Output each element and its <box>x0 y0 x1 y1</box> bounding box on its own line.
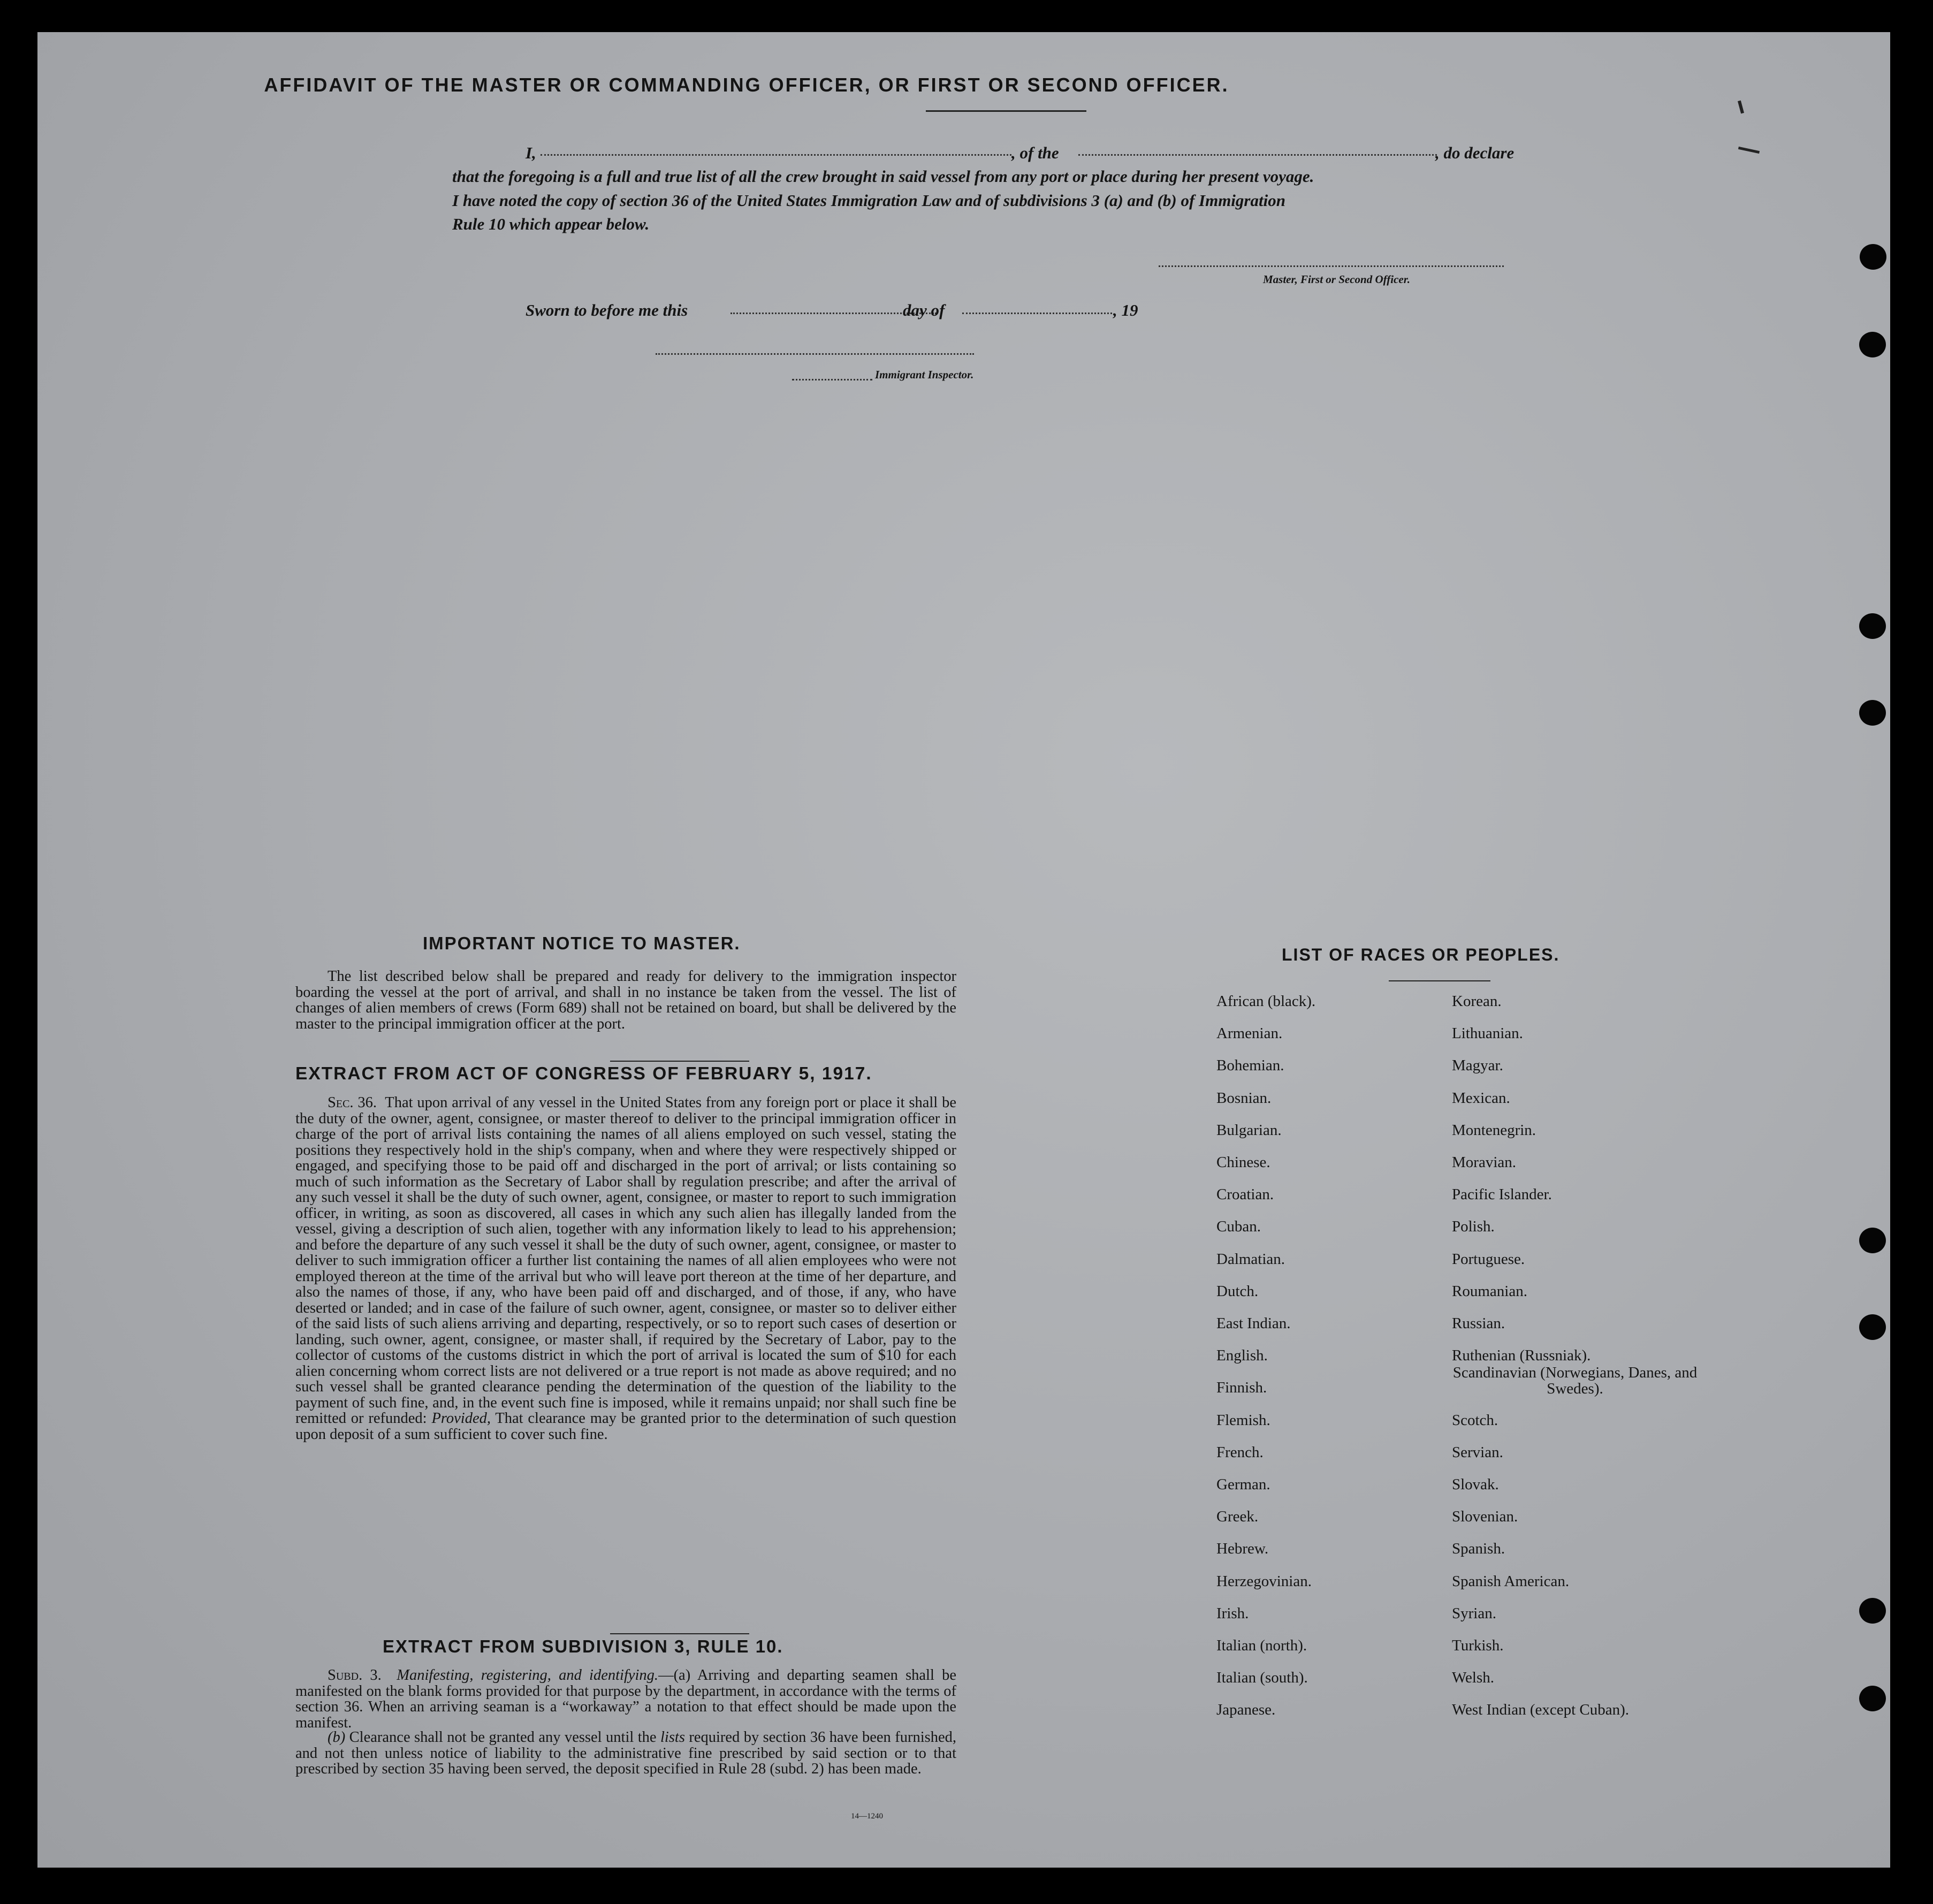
binder-hole <box>1859 332 1886 357</box>
race-item: Turkish. <box>1452 1637 1504 1654</box>
rule-para-b-lists: lists <box>660 1729 685 1746</box>
race-item: Armenian. <box>1216 1025 1283 1042</box>
sworn-prefix: Sworn to before me this <box>526 301 688 319</box>
race-item: East Indian. <box>1216 1315 1291 1332</box>
form-number: 14—1240 <box>851 1812 883 1821</box>
rule-subd-heading: Manifesting, registering, and identifying. <box>397 1667 659 1684</box>
race-item: African (black). <box>1216 993 1316 1010</box>
rule-title: EXTRACT FROM SUBDIVISION 3, RULE 10. <box>383 1636 783 1656</box>
race-item: Cuban. <box>1216 1218 1261 1236</box>
race-item: Italian (south). <box>1216 1669 1308 1687</box>
affidavit-line-3: I have noted the copy of section 36 of the United States Immigration Law and of subdivisions 3 (a) and (b) of Immigration <box>452 191 1285 210</box>
title-underline <box>926 110 1086 112</box>
race-item: Roumanian. <box>1452 1282 1527 1300</box>
rule-para-b-text-2: required by section 36 have been furnished, and not then unless notice of liability to the administrative fine prescribed by said section or to that prescribed by section 35 having been served, the deposit specified in Rule 28 (subd. 2) has been made. <box>295 1729 957 1777</box>
race-item: Flemish. <box>1216 1411 1270 1429</box>
race-item: Scotch. <box>1452 1411 1498 1429</box>
race-item: Welsh. <box>1452 1669 1495 1687</box>
inspector-label: Immigrant Inspector. <box>875 368 974 381</box>
race-item: Lithuanian. <box>1452 1025 1523 1042</box>
race-item: Korean. <box>1452 993 1502 1010</box>
race-item: Portuguese. <box>1452 1250 1525 1268</box>
race-item: Russian. <box>1452 1315 1505 1332</box>
race-item: Pacific Islander. <box>1452 1186 1552 1204</box>
master-label: Master, First or Second Officer. <box>1263 273 1410 286</box>
sworn-day-label: day of <box>903 301 945 319</box>
race-item: Slovenian. <box>1452 1508 1518 1526</box>
affidavit-i: I, <box>526 143 536 162</box>
binder-hole <box>1859 1228 1886 1253</box>
act-section-text: That upon arrival of any vessel in the United States from any foreign port or place it shall be the duty of the owner, agent, consignee, or master thereof to deliver to the principal immigration officer in charge of the port of arrival lists containing the names of all aliens employed on such vessel, stating the positions they respectively hold in the ship's company, when and where they were respectively shipped or engaged, and specifying those to be paid off and discharged in the port of arrival; or lists containing so much of such information as the Secretary of Labor shall by regulation prescribe; and after the arrival of any such vessel it shall be the duty of such owner, agent, consignee, or master to report to such immigration officer, in writing, as soon as discovered, all cases in which any such alien has illegally landed from the vessel, giving a description of such alien, together with any information likely to lead to his apprehension; and before the departure of any such vessel it shall be the duty of such owner, agent, consignee, or master to deliver to such immigration officer a further list containing the names of all alien employees who were not employed thereon at the time of the arrival but who will leave port thereon at the time of her departure, and also the names of those, if any, who have been paid off and discharged, and of those, if any, who have deserted or landed; and in case of the failure of such owner, agent, consignee, or master so to deliver either of the said lists of such aliens arriving and departing, respectively, or so to report such cases of desertion or landing, such owner, agent, consignee, or master shall, if required by the Secretary of Labor, pay to the collector of customs of the customs district in which the port of arrival is located the sum of $10 for each alien concerning whom correct lists are not delivered or a true report is not made as above required; and no such vessel shall be granted clearance pending the determination of the question of the liability to the payment of such fine, and, in the event such fine is imposed, while it remains unpaid; nor shall such fine be remitted or refunded: <box>295 1094 956 1427</box>
act-divider <box>610 1633 749 1634</box>
race-item: Irish. <box>1216 1604 1249 1622</box>
affidavit-line-2: that the foregoing is a full and true list of all the crew brought in said vessel from any port or place during her present voyage. <box>452 167 1314 186</box>
binder-hole <box>1859 1314 1886 1340</box>
race-item: Dutch. <box>1216 1282 1259 1300</box>
race-item: Syrian. <box>1452 1604 1496 1622</box>
edge-mark <box>1738 101 1744 114</box>
sworn-month-blank <box>962 313 1112 314</box>
race-item: Mexican. <box>1452 1089 1510 1107</box>
race-item: Croatian. <box>1216 1186 1274 1204</box>
race-item: Bosnian. <box>1216 1089 1272 1107</box>
binder-hole <box>1859 700 1886 726</box>
act-title: EXTRACT FROM ACT OF CONGRESS OF FEBRUARY 5, 1917. <box>295 1064 872 1084</box>
race-item: Japanese. <box>1216 1701 1276 1719</box>
race-item: Montenegrin. <box>1452 1121 1536 1139</box>
master-signature-blank <box>1159 265 1504 267</box>
notice-divider <box>610 1061 749 1062</box>
race-item: Polish. <box>1452 1218 1495 1236</box>
race-item: German. <box>1216 1476 1270 1493</box>
affidavit-of-the: , of the <box>1011 143 1059 162</box>
binder-hole <box>1859 613 1886 639</box>
race-item: French. <box>1216 1443 1264 1461</box>
act-provided: Provided, <box>431 1410 491 1427</box>
act-section-label: Sec. 36. <box>328 1094 377 1111</box>
binder-hole <box>1860 244 1886 270</box>
race-item: Herzegovinian. <box>1216 1572 1312 1590</box>
race-item: Greek. <box>1216 1508 1259 1526</box>
rule-para-a <box>295 1667 956 1731</box>
race-item: Servian. <box>1452 1443 1503 1461</box>
race-item: Chinese. <box>1216 1154 1270 1171</box>
race-item: Magyar. <box>1452 1057 1503 1075</box>
race-item: English. <box>1216 1347 1268 1365</box>
rule-subd-label: Subd. 3. <box>328 1667 382 1684</box>
binder-hole <box>1859 1686 1886 1711</box>
notice-title: IMPORTANT NOTICE TO MASTER. <box>423 933 741 953</box>
race-item: Bulgarian. <box>1216 1121 1282 1139</box>
notice-body: The list described below shall be prepared and ready for delivery to the immigration inspector boarding the vessel at the port of arrival, and shall in no instance be taken from the vessel. The list of changes of alien members of crews (Form 689) shall not be retained on board, but shall be delivered by the master to the principal immigration officer at the port. <box>295 968 956 1032</box>
race-item: Scandinavian (Norwegians, Danes, and Swedes). <box>1452 1364 1698 1398</box>
rule-para-b-text-1: Clearance shall not be granted any vessel until the <box>349 1729 657 1746</box>
document-page <box>37 32 1890 1868</box>
act-section-end: That clearance may be granted prior to the determination of such question upon deposit of a sum sufficient to cover such fine. <box>295 1410 956 1443</box>
race-item: Italian (north). <box>1216 1637 1307 1654</box>
inspector-signature-blank <box>656 353 974 355</box>
race-item: Spanish American. <box>1452 1572 1570 1590</box>
race-item: Spanish. <box>1452 1540 1505 1558</box>
inspector-lead-dots <box>792 379 872 380</box>
sworn-year-label: , 19 <box>1113 301 1138 319</box>
name-blank <box>541 154 1011 156</box>
rule-para-a-text: —(a) Arriving and departing seamen shall be manifested on the blank forms provided for that purpose by the department, in accordance with the terms of section 36. When an arriving seaman is a “workaway” a notation to that effect should be made upon the manifest. <box>295 1667 957 1731</box>
act-body <box>295 1095 956 1442</box>
race-item: Dalmatian. <box>1216 1250 1285 1268</box>
race-item: Hebrew. <box>1216 1540 1269 1558</box>
race-item: Ruthenian (Russniak). <box>1452 1347 1591 1365</box>
race-item: Moravian. <box>1452 1154 1516 1171</box>
rule-para-b-label: (b) <box>328 1729 346 1746</box>
edge-mark <box>1738 147 1760 154</box>
affidavit-line-4: Rule 10 which appear below. <box>452 215 650 233</box>
affidavit-declare: , do declare <box>1435 143 1515 162</box>
race-item: Slovak. <box>1452 1476 1499 1493</box>
vessel-blank <box>1078 154 1437 156</box>
affidavit-title: AFFIDAVIT OF THE MASTER OR COMMANDING OFFICER, OR FIRST OR SECOND OFFICER. <box>264 74 1229 96</box>
race-item: West Indian (except Cuban). <box>1452 1701 1630 1719</box>
race-item: Finnish. <box>1216 1379 1267 1397</box>
binder-hole <box>1859 1598 1886 1624</box>
race-item: Bohemian. <box>1216 1057 1284 1075</box>
races-underline <box>1389 980 1490 981</box>
races-title: LIST OF RACES OR PEOPLES. <box>1282 945 1560 964</box>
rule-para-b <box>295 1730 956 1777</box>
